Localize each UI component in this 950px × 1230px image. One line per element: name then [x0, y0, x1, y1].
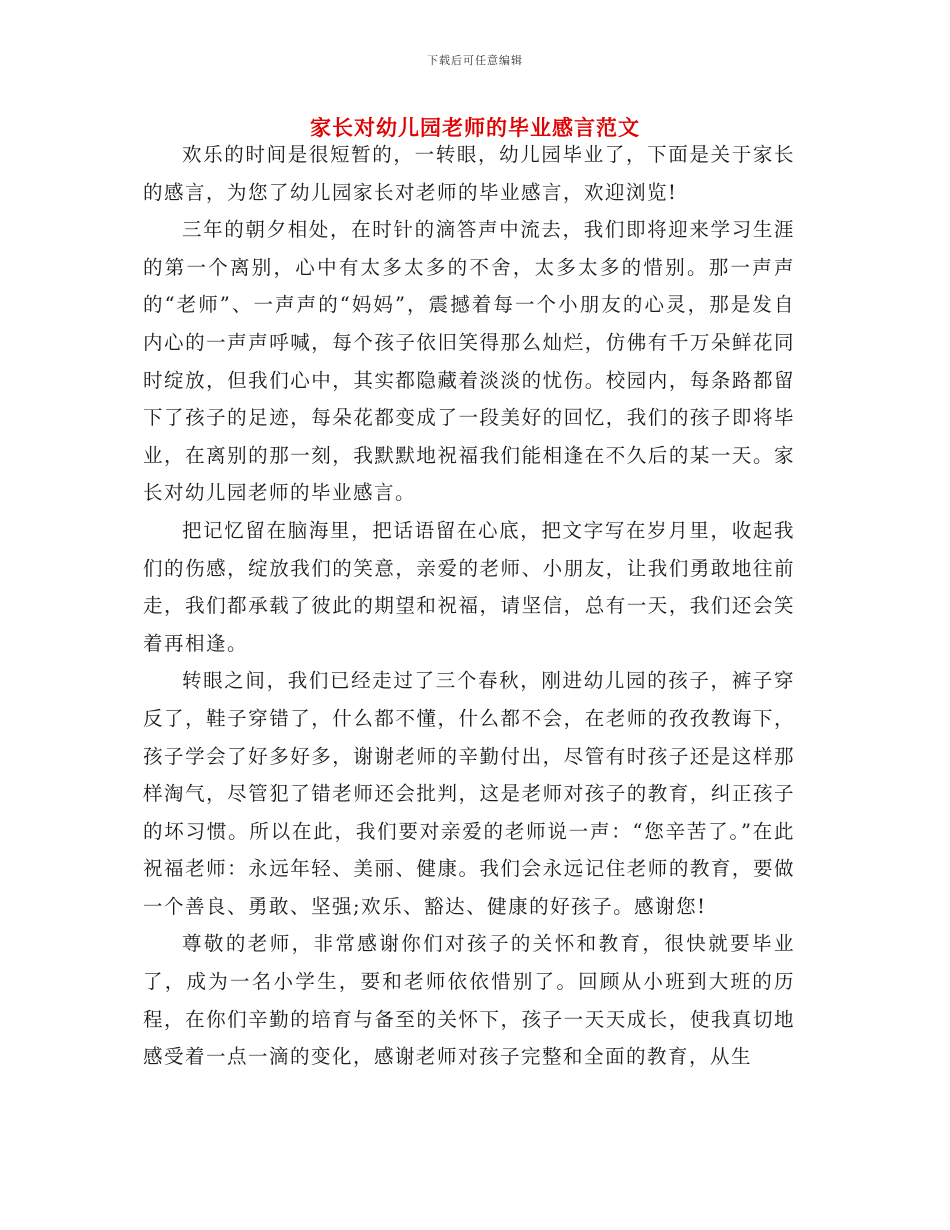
- document-title: 家长对幼儿园老师的毕业感言范文: [310, 115, 640, 140]
- paragraph-4: 转眼之间，我们已经走过了三个春秋，刚进幼儿园的孩子，裤子穿反了，鞋子穿错了，什么都不懂，什么都不会，在老师的孜孜教诲下，孩子学会了好多好多，谢谢老师的辛勤付出，尽管有时孩子还是这样那样淘气，尽管犯了错老师还会批判，这是老师对孩子的教育，纠正孩子的坏习惯。所以在此，我们要对亲爱的老师说一声：“您辛苦了。”在此祝福老师：永远年轻、美丽、健康。我们会永远记住老师的教育，要做一个善良、勇敢、坚强;欢乐、豁达、健康的好孩子。感谢您!: [143, 669, 795, 918]
- paragraph-2: 三年的朝夕相处，在时针的滴答声中流去，我们即将迎来学习生涯的第一个离别，心中有太多太多的不舍，太多太多的惜别。那一声声的“老师”、一声声的“妈妈”，震撼着每一个小朋友的心灵，那是发自内心的一声声呼喊，每个孩子依旧笑得那么灿烂，仿佛有千万朵鲜花同时绽放，但我们心中，其实都隐藏着淡淡的忧伤。校园内，每条路都留下了孩子的足迹，每朵花都变成了一段美好的回忆，我们的孩子即将毕业，在离别的那一刻，我默默地祝福我们能相逢在不久后的某一天。家长对幼儿园老师的毕业感言。: [143, 218, 795, 505]
- paragraph-3: 把记忆留在脑海里，把话语留在心底，把文字写在岁月里，收起我们的伤感，绽放我们的笑意，亲爱的老师、小朋友，让我们勇敢地往前走，我们都承载了彼此的期望和祝福，请坚信，总有一天，我们还会笑着再相逢。: [143, 518, 795, 655]
- document-body: [143, 136, 795, 1076]
- paragraph-5: 尊敬的老师，非常感谢你们对孩子的关怀和教育，很快就要毕业了，成为一名小学生，要和老师依依惜别了。回顾从小班到大班的历程，在你们辛勤的培育与备至的关怀下，孩子一天天成长，使我真切地感受着一点一滴的变化，感谢老师对孩子完整和全面的教育，从生: [143, 932, 795, 1069]
- paragraph-intro: 欢乐的时间是很短暂的，一转眼，幼儿园毕业了，下面是关于家长的感言，为您了幼儿园家长对老师的毕业感言，欢迎浏览!: [143, 143, 795, 204]
- header-note: 下载后可任意编辑: [427, 54, 523, 67]
